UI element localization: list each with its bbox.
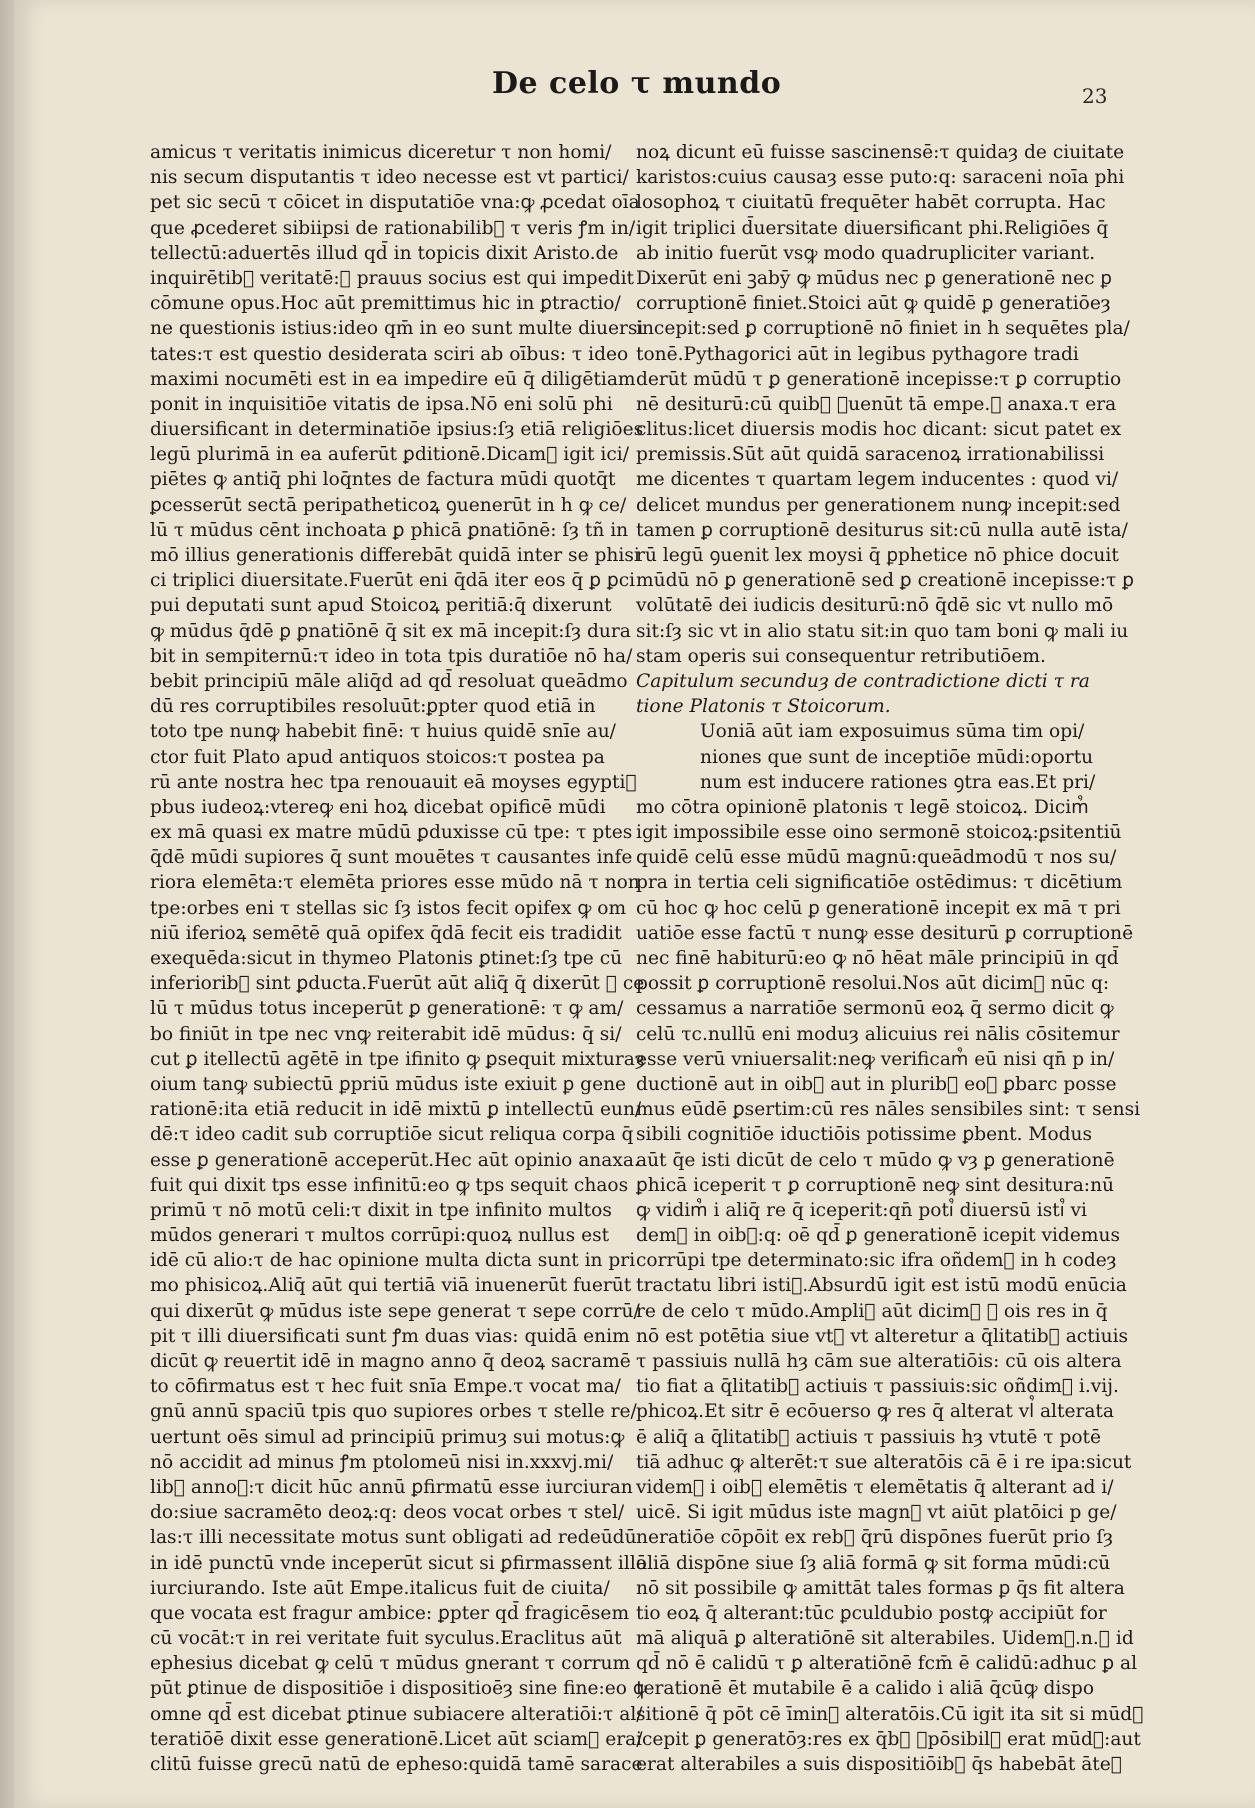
- text-line: rationē:ita etiā reducit in idē mixtū ꝑ intellectū eun/: [150, 1099, 642, 1121]
- text-line: incepit:sed ꝑ corruptionē nō finiet in h sequētes pla/: [636, 318, 1130, 340]
- running-head: De celo τ mundo: [492, 66, 782, 101]
- text-line: cut ꝑ itellectū agētē in tpe ifinito ꝙ ꝑsequit mixturaȝ: [150, 1048, 645, 1070]
- text-line: diuersificant in determinatiōe ipsius:ſȝ etiā religiōes: [150, 419, 644, 441]
- text-line: lū τ mūdus cēnt inchoata ꝑ phicā ꝑnatiōnē: ſȝ tñ in: [150, 519, 629, 541]
- text-line: idē cū alio:τ de hac opinione multa dicta sunt in pri: [150, 1250, 636, 1272]
- text-line: que ꝓcederet sibiipsi de rationabilib᷒ τ veris ꝭm in/: [150, 217, 636, 239]
- text-line: uatiōe esse factū τ nunꝙ esse desiturū ꝑ corruptionē: [636, 922, 1134, 944]
- text-line: ab initio fuerūt vsꝙ modo quadrupliciter variant.: [636, 242, 1096, 264]
- text-line: lū τ mūdus totus inceperūt ꝑ generationē: τ ꝙ am/: [150, 998, 624, 1020]
- text-line: las:τ illi necessitate motus sunt obligati ad redeūdū: [150, 1527, 637, 1549]
- text-line: tellectū:aduertēs illud qd̄ in topicis dixit Aristo.de: [150, 242, 619, 264]
- text-line: sitionē q̄ pōt cē īmin᷒ alteratōis.Cū igit ita sit si mūd᷒: [636, 1703, 1144, 1725]
- text-line: celū τc.nullū eni moduȝ alicuius rei nālis cōsitemur: [636, 1023, 1120, 1045]
- text-line: niones que sunt de inceptiōe mūdi:oportu: [700, 746, 1094, 768]
- text-line: ex mā quasi ex matre mūdū ꝑduxisse cū tpe: τ ptes: [150, 822, 633, 844]
- text-line: piētes ꝙ antiq̄ phi loq̄ntes de factura mūdi quotq̄t: [150, 469, 616, 491]
- text-line: igit impossibile esse oino sermonē stoicoꝝ:ꝑsitentiū: [636, 822, 1122, 844]
- text-line: tractatu libri isti᷒.Absurdū igit est istū modū enūcia: [636, 1275, 1127, 1297]
- text-line: losophoꝝ τ ciuitatū frequēter habēt corrupta. Hac: [636, 192, 1106, 214]
- text-line: pūt ꝑtinue de dispositiōe i dispositioēȝ sine fine:eo ꝙ: [150, 1678, 647, 1700]
- text-line: nō sit possibile ꝙ amittāt tales formas ꝑ q̄s fit altera: [636, 1577, 1125, 1599]
- text-line: ē aliq̄ a q̄litatib᷒ actiuis τ passiuis hȝ vtutē τ potē: [636, 1426, 1102, 1448]
- right-column: [636, 140, 1144, 1777]
- text-line: uicē. Si igit mūdus iste magn᷒ vt aiūt platōici p ge/: [636, 1502, 1117, 1524]
- text-line: Uoniā aūt iam exposuimus sūma tim opi/: [700, 721, 1085, 743]
- text-line: stam operis sui consequentur retributiōem.: [636, 645, 1046, 667]
- text-line: dē:τ ideo cadit sub corruptiōe sicut reliqua corpa q̄: [150, 1124, 634, 1146]
- text-line: ꝙ mūdus q̄dē ꝑ ꝑnatiōnē q̄ sit ex mā incepit:ſȝ dura: [150, 620, 631, 642]
- text-line: tiā adhuc ꝙ alterēt:τ sue alteratōis cā ē i re ipa:sicut: [636, 1451, 1132, 1473]
- text-line: icepit ꝑ generatōȝ:res ex q̄b᷒ ꝯpōsibil᷒ erat mūd᷒:aut: [636, 1728, 1141, 1750]
- text-line: mō illius generationis differebāt quidā inter se phisi: [150, 545, 640, 566]
- text-line: premissis.Sūt aūt quidā saracenoꝝ irrationabilissi: [636, 444, 1105, 466]
- chapter-heading: [636, 669, 1088, 719]
- text-line: sibili cognitiōe iductiōis potissime ꝑbent. Modus: [636, 1124, 1093, 1146]
- text-line: noꝝ dicunt eū fuisse sascinensē:τ quidaȝ de ciuitate: [636, 142, 1125, 163]
- text-line: tione Platonis τ Stoicorum.: [636, 696, 891, 718]
- text-line: tpe:orbes eni τ stellas sic ſȝ istos fecit opifex ꝙ om: [150, 897, 627, 919]
- text-line: volūtatē dei iudicis desiturū:nō q̄dē sic vt nullo mō: [636, 595, 1114, 617]
- text-line: maximi nocumēti est in ea impedire eū q̄ diligētiam: [150, 368, 636, 390]
- right-column-top-text: [636, 140, 1135, 669]
- text-line: neratiōe cōpōit ex reb᷒ q̄rū dispōnes fuerūt prio ſȝ: [636, 1527, 1113, 1549]
- text-line: omne qd̄ est dicebat ꝑtinue subiacere alteratiōi:τ al/: [150, 1703, 643, 1725]
- text-line: ci triplici diuersitate.Fuerūt eni q̄dā iter eos q̄ ꝑ ꝑci: [150, 570, 636, 592]
- text-line: erat alterabiles a suis dispositiōib᷒ q̄s habebāt āteꝙ: [636, 1754, 1122, 1775]
- folio-number: 23: [1082, 84, 1108, 108]
- text-line: bo finiūt in tpe nec vnꝙ reiterabit idē mūdus: q̄ si/: [150, 1023, 622, 1045]
- text-line: que vocata est fragur ambice: ꝑpter qd̄ fragicēsem: [150, 1602, 630, 1624]
- text-line: cū hoc ꝙ hoc celū ꝑ generationē incepit ex mā τ pri: [636, 897, 1121, 919]
- text-line: terationē ēt mutabile ē a calido i aliā q̄cūꝙ dispo: [636, 1678, 1095, 1700]
- text-line: esse verū vniuersalit:neꝙ verificam᷒ eū nisi qn̄ p in/: [636, 1048, 1115, 1070]
- text-line: exequēda:sicut in thymeo Platonis ꝑtinet:ſȝ tpe cū: [150, 948, 623, 969]
- text-line: lib᷒ annoꝝ:τ dicit hūc annū ꝑfirmatū esse iurciuran: [150, 1476, 633, 1498]
- text-line: possit ꝑ corruptionē resolui.Nos aūt dicim᷒ nūc q:: [636, 973, 1110, 995]
- text-line: ponit in inquisitiōe vitatis de ipsa.Nō eni solū phi: [150, 393, 613, 415]
- text-line: pit τ illi diuersificati sunt ꝭm duas vias: quidā enim: [150, 1325, 630, 1347]
- text-line: mo cōtra opinionē platonis τ legē stoicoꝝ. Dicim᷒: [636, 796, 1089, 818]
- text-line: dicūt ꝙ reuertit idē in magno anno q̄ deoꝝ sacramē: [150, 1351, 631, 1372]
- text-line: q̄dē mūdi supiores q̄ sunt mouētes τ causantes infe: [150, 847, 633, 869]
- text-line: aliā dispōne siue ſȝ aliā formā ꝙ sit forma mūdi:cū: [636, 1552, 1111, 1574]
- text-line: toto tpe nunꝙ habebit finē: τ huius quidē snīe au/: [150, 721, 616, 743]
- text-line: clitū fuisse grecū natū de epheso:quidā tamē sarace: [150, 1754, 643, 1775]
- text-line: ephesius dicebat ꝙ celū τ mūdus gnerant τ corrum: [150, 1653, 631, 1675]
- text-line: derūt mūdū τ ꝑ generationē incepisse:τ ꝑ corruptio: [636, 368, 1122, 390]
- text-line: rū ante nostra hec tpa renouauit eā moyses egypti᷒: [150, 771, 637, 793]
- text-line: iurciurando. Iste aūt Empe.italicus fuit de ciuita/: [150, 1577, 610, 1599]
- text-line: ꝑcesserūt sectā peripatheticoꝝ ꝯuenerūt in h ꝙ ce/: [150, 494, 627, 516]
- text-line: qui dixerūt ꝙ mūdus iste sepe generat τ sepe corrū/: [150, 1300, 640, 1322]
- text-line: do:siue sacramēto deoꝝ:q: deos vocat orbes τ stel/: [150, 1502, 625, 1524]
- text-line: delicet mundus per generationem nunꝙ incepit:sed: [636, 494, 1121, 516]
- text-line: gnū annū spaciū tpis quo supiores orbes τ stelle re/: [150, 1401, 637, 1423]
- text-line: sit:ſȝ sic vt in alio statu sit:in quo tam boni ꝙ mali iu: [636, 620, 1129, 642]
- text-line: primū τ nō motū celi:τ dixit in tpe infinito multos: [150, 1199, 612, 1221]
- text-line: Capitulum secunduȝ de contradictione dicti τ ra: [636, 670, 1090, 692]
- text-line: dū res corruptibiles resoluūt:ꝑpter quod etiā in: [150, 696, 596, 718]
- text-line: amicus τ veritatis inimicus diceretur τ non homi/: [150, 142, 612, 163]
- text-line: nō est potētia siue vt᷒ vt alteretur a q̄litatib᷒ actiuis: [636, 1325, 1129, 1347]
- text-line: inferiorib᷒ sint ꝑducta.Fuerūt aūt aliq̄ q̄ dixerūt ꝙ ce: [150, 973, 645, 995]
- text-line: corruptionē finiet.Stoici aūt ꝙ quidē ꝑ generatiōeȝ: [636, 293, 1111, 315]
- text-line: aūt q̄e isti dicūt de celo τ mūdo ꝙ vȝ ꝑ generationē: [636, 1149, 1115, 1171]
- text-line: mūdū nō ꝑ generationē sed ꝑ creationē incepisse:τ ꝑ: [636, 570, 1135, 592]
- text-line: inquirētib᷒ veritatē:ꝙ prauus socius est qui impedit: [150, 267, 635, 289]
- text-line: nec finē habiturū:eo ꝙ nō hēat māle principiū in qd̄: [636, 948, 1119, 969]
- text-line: tio fiat a q̄litatib᷒ actiuis τ passiuis:sic oñdim᷒ i.vij.: [636, 1376, 1119, 1398]
- text-line: nō accidit ad minus ꝭm ptolomeū nisi in.xxxvj.mi/: [150, 1451, 614, 1473]
- text-line: bebit principiū māle aliq̄d ad qd̄ resoluat queādmo: [150, 670, 628, 692]
- right-column-body-text: [636, 719, 1144, 1777]
- text-line: legū plurimā in ea auferūt ꝑditionē.Dicam᷒ igit ici/: [150, 444, 630, 466]
- text-line: pra in tertia celi significatiōe ostēdimus: τ dicētium: [636, 872, 1123, 894]
- text-line: me dicentes τ quartam legem inducentes : quod vi/: [636, 469, 1119, 491]
- text-line: bit in sempiternū:τ ideo in tota tpis duratiōe nō ha/: [150, 645, 633, 667]
- text-line: dem᷒ in oib᷒:q: oē qd̄ ꝑ generationē icepit videmus: [636, 1225, 1120, 1247]
- text-line: niū iferioꝝ semētē quā opifex q̄dā fecit eis tradidit: [150, 922, 622, 944]
- text-line: igit triplici d̄uersitate diuersificant phi.Religiōes q̄: [636, 217, 1109, 239]
- text-line: re de celo τ mūdo.Ampli᷒ aūt dicim᷒ ꝙ ois res in q̄: [636, 1300, 1108, 1322]
- text-line: pet sic secū τ cōicet in disputatiōe vna:ꝙ ꝓcedat oīa: [150, 192, 640, 214]
- text-line: in idē punctū vnde inceperūt sicut si ꝑfirmassent illō: [150, 1552, 647, 1574]
- text-line: ductionē aut in oib᷒ aut in plurib᷒ eoꝝ ꝑbarc posse: [636, 1073, 1117, 1095]
- text-line: qd̄ nō ē calidū τ ꝑ alteratiōnē fcm̄ ē calidū:adhuc ꝑ al: [636, 1653, 1138, 1675]
- text-line: tamen ꝑ corruptionē desiturus sit:cū nulla autē ista/: [636, 519, 1128, 541]
- text-line: rū legū ꝯuenit lex moysi q̄ ꝑphetice nō phice docuit: [636, 545, 1119, 566]
- text-line: pbus iudeoꝝ:vtereꝙ eni hoꝝ dicebat opificē mūdi: [150, 796, 606, 818]
- text-line: ꝑhicā iceperit τ ꝑ corruptionē neꝙ sint desitura:nū: [636, 1174, 1115, 1196]
- text-line: fuit qui dixit tps esse infinitū:eo ꝙ tps sequit chaos: [150, 1174, 629, 1196]
- text-line: ctor fuit Plato apud antiquos stoicos:τ postea pa: [150, 746, 605, 768]
- book-page: [14, 0, 1255, 1808]
- text-line: cū vocāt:τ in rei veritate fuit syculus.Eraclitus aūt: [150, 1628, 622, 1650]
- text-line: mā aliquā ꝑ alteratiōnē sit alterabiles. Uidem᷒.n.ꝙ id: [636, 1628, 1134, 1650]
- text-line: nē desiturū:cū quib᷒ ꝯuenūt tā empe.ꝙ anaxa.τ era: [636, 393, 1117, 415]
- text-line: ꝙ vidim᷒ i aliq̄ re q̄ iceperit:qn̄ poti᷒ diuersū isti᷒ vi: [636, 1199, 1087, 1221]
- text-line: nis secum disputantis τ ideo necesse est vt partici/: [150, 167, 629, 189]
- text-line: teratiōē dixit esse generationē.Licet aūt sciam᷒ era/: [150, 1728, 643, 1750]
- text-line: quidē celū esse mūdū magnū:queādmodū τ nos su/: [636, 847, 1117, 869]
- text-line: pui deputati sunt apud Stoicoꝝ peritiā:q̄ dixerunt: [150, 595, 612, 617]
- text-line: τ passiuis nullā hȝ cām sue alteratiōis: cū ois altera: [636, 1351, 1122, 1372]
- text-line: riora elemēta:τ elemēta priores esse mūdo nā τ non: [150, 872, 640, 894]
- text-line: mus eūdē ꝑsertim:cū res nāles sensibiles sint: τ sensi: [636, 1099, 1141, 1121]
- text-line: num est inducere rationes ꝯtra eas.Et pri/: [700, 771, 1096, 793]
- text-line: oium tanꝙ subiectū ꝑpriū mūdus iste exiuit ꝑ gene: [150, 1073, 627, 1095]
- text-line: Dixerūt eni ꝫabȳ ꝙ mūdus nec ꝑ generationē nec ꝑ: [636, 267, 1112, 289]
- text-line: clitus:licet diuersis modis hoc dicant: sicut patet ex: [636, 419, 1122, 441]
- text-line: cōmune opus.Hoc aūt premittimus hic in ꝑtractio/: [150, 293, 621, 315]
- left-column: [150, 140, 647, 1777]
- text-line: mūdos generari τ multos corrūpi:quoꝝ nullus est: [150, 1225, 610, 1247]
- text-line: tonē.Pythagorici aūt in legibus pythagore tradi: [636, 343, 1079, 365]
- text-line: mo phisicoꝝ.Aliq̄ aūt qui tertiā viā inuenerūt fuerūt: [150, 1275, 632, 1297]
- text-line: tates:τ est questio desiderata sciri ab oībus: τ ideo: [150, 343, 629, 365]
- text-line: uertunt oēs simul ad principiū primuȝ sui motus:ꝙ: [150, 1426, 625, 1448]
- text-line: videm᷒ i oib᷒ elemētis τ elemētatis q̄ alterant ad i/: [636, 1476, 1114, 1498]
- text-line: cessamus a narratiōe sermonū eoꝝ q̄ sermo dicit ꝙ: [636, 998, 1114, 1020]
- text-line: corrūpi tpe determinato:sic ifra oñdem᷒ in h codeȝ: [636, 1250, 1117, 1272]
- text-line: phicoꝝ.Et sitr ē ecōuerso ꝙ res q̄ alterat vl᷒ alterata: [636, 1401, 1114, 1423]
- text-line: ne questionis istius:ideo qm̄ in eo sunt multe diuersi: [150, 318, 644, 340]
- text-line: tio eoꝝ q̄ alterant:tūc ꝑculdubio postꝙ accipiūt for: [636, 1602, 1107, 1624]
- text-line: esse ꝑ generationē acceperūt.Hec aūt opinio anaxa.: [150, 1149, 640, 1171]
- text-line: karistos:cuius causaȝ esse puto:q: saraceni noīa phi: [636, 167, 1125, 189]
- text-line: to cōfirmatus est τ hec fuit snīa Empe.τ vocat ma/: [150, 1376, 621, 1398]
